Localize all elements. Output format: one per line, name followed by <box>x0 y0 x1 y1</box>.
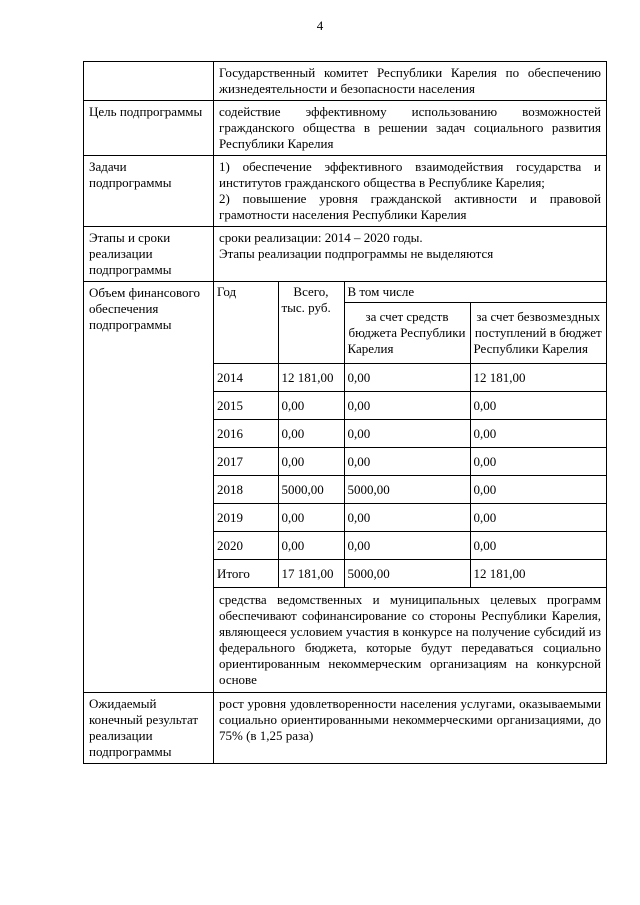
gratuitous-header: за счет безвозмездных поступлений в бюджет Республики Карелия <box>470 303 606 364</box>
finance-data-row <box>214 504 606 532</box>
stages-line: сроки реализации: 2014 – 2020 годы. <box>219 230 423 245</box>
row-total: 0,00 <box>278 504 344 532</box>
row-year: 2018 <box>214 476 278 504</box>
row-budget: 0,00 <box>344 532 470 560</box>
including-header: В том числе <box>344 282 606 303</box>
row-total: 5000,00 <box>278 476 344 504</box>
row-total: 12 181,00 <box>278 364 344 392</box>
row-budget: 0,00 <box>344 420 470 448</box>
row-budget: 0,00 <box>344 364 470 392</box>
finance-data-row <box>214 392 606 420</box>
row-gratuitous: 0,00 <box>470 392 606 420</box>
goal-label: Цель подпрограммы <box>84 101 214 156</box>
page-number: 4 <box>316 18 324 33</box>
stages-value <box>214 227 607 282</box>
row-total: 0,00 <box>278 392 344 420</box>
row-total: 0,00 <box>278 420 344 448</box>
row-budget: 5000,00 <box>344 560 470 588</box>
row-year: 2017 <box>214 448 278 476</box>
task-item: 1) обеспечение эффективного взаимодействия государства и институтов гражданского общества в Республике Карелия; <box>219 159 601 190</box>
finance-note: средства ведомственных и муниципальных целевых программ обеспечивают софинансирование со стороны Республики Карелия, являющееся условием участия в конкурсе на получение субсидий из федерального бюджета, которые будут передаваться социально ориентированным некоммерческим организациям на конкурсной основе <box>219 592 601 687</box>
row-gratuitous: 12 181,00 <box>470 560 606 588</box>
row-total: 0,00 <box>278 448 344 476</box>
finance-header-row <box>214 282 606 303</box>
finance-data-row <box>214 420 606 448</box>
finance-data-row <box>214 476 606 504</box>
row-gratuitous: 0,00 <box>470 476 606 504</box>
finance-value <box>214 282 607 693</box>
row-total: 17 181,00 <box>278 560 344 588</box>
tasks-value <box>214 156 607 227</box>
goal-value: содействие эффективному использованию возможностей гражданского общества в решении задач социального развития Республики Карелия <box>214 101 607 156</box>
subprogram-passport-table <box>83 61 607 764</box>
row-year: 2016 <box>214 420 278 448</box>
row-gratuitous: 0,00 <box>470 448 606 476</box>
total-header: Всего, тыс. руб. <box>278 282 344 364</box>
tasks-row <box>84 156 607 227</box>
finance-data-row <box>214 448 606 476</box>
row-year: 2014 <box>214 364 278 392</box>
row-budget: 0,00 <box>344 504 470 532</box>
row-total: 0,00 <box>278 532 344 560</box>
finance-data-row <box>214 532 606 560</box>
result-label: Ожидаемый конечный результат реализации подпрограммы <box>84 693 214 764</box>
executor-value: Государственный комитет Республики Карелия по обеспечению жизнедеятельности и безопасности населения <box>214 62 607 101</box>
row-gratuitous: 0,00 <box>470 532 606 560</box>
row-year: 2020 <box>214 532 278 560</box>
budget-header: за счет средств бюджета Республики Карелия <box>344 303 470 364</box>
tasks-label: Задачи подпрограммы <box>84 156 214 227</box>
finance-label: Объем финансового обеспечения подпрограммы <box>84 282 214 693</box>
executor-row <box>84 62 607 101</box>
result-row <box>84 693 607 764</box>
task-item: 2) повышение уровня гражданской активности и правовой грамотности населения Республики Карелия <box>219 191 601 222</box>
row-year: 2015 <box>214 392 278 420</box>
row-budget: 5000,00 <box>344 476 470 504</box>
row-budget: 0,00 <box>344 448 470 476</box>
year-header: Год <box>214 282 278 364</box>
row-gratuitous: 0,00 <box>470 504 606 532</box>
executor-label <box>84 62 214 101</box>
stages-label: Этапы и сроки реализации подпрограммы <box>84 227 214 282</box>
row-year: 2019 <box>214 504 278 532</box>
finance-total-row <box>214 560 606 588</box>
row-gratuitous: 12 181,00 <box>470 364 606 392</box>
row-year: Итого <box>214 560 278 588</box>
stages-row <box>84 227 607 282</box>
finance-row <box>84 282 607 693</box>
result-value: рост уровня удовлетворенности населения услугами, оказываемыми социально ориентированными некоммерческими организациями, до 75% (в 1,25 раза) <box>214 693 607 764</box>
row-gratuitous: 0,00 <box>470 420 606 448</box>
finance-table <box>214 282 606 588</box>
stages-line: Этапы реализации подпрограммы не выделяются <box>219 246 494 261</box>
row-budget: 0,00 <box>344 392 470 420</box>
goal-row <box>84 101 607 156</box>
finance-data-row <box>214 364 606 392</box>
